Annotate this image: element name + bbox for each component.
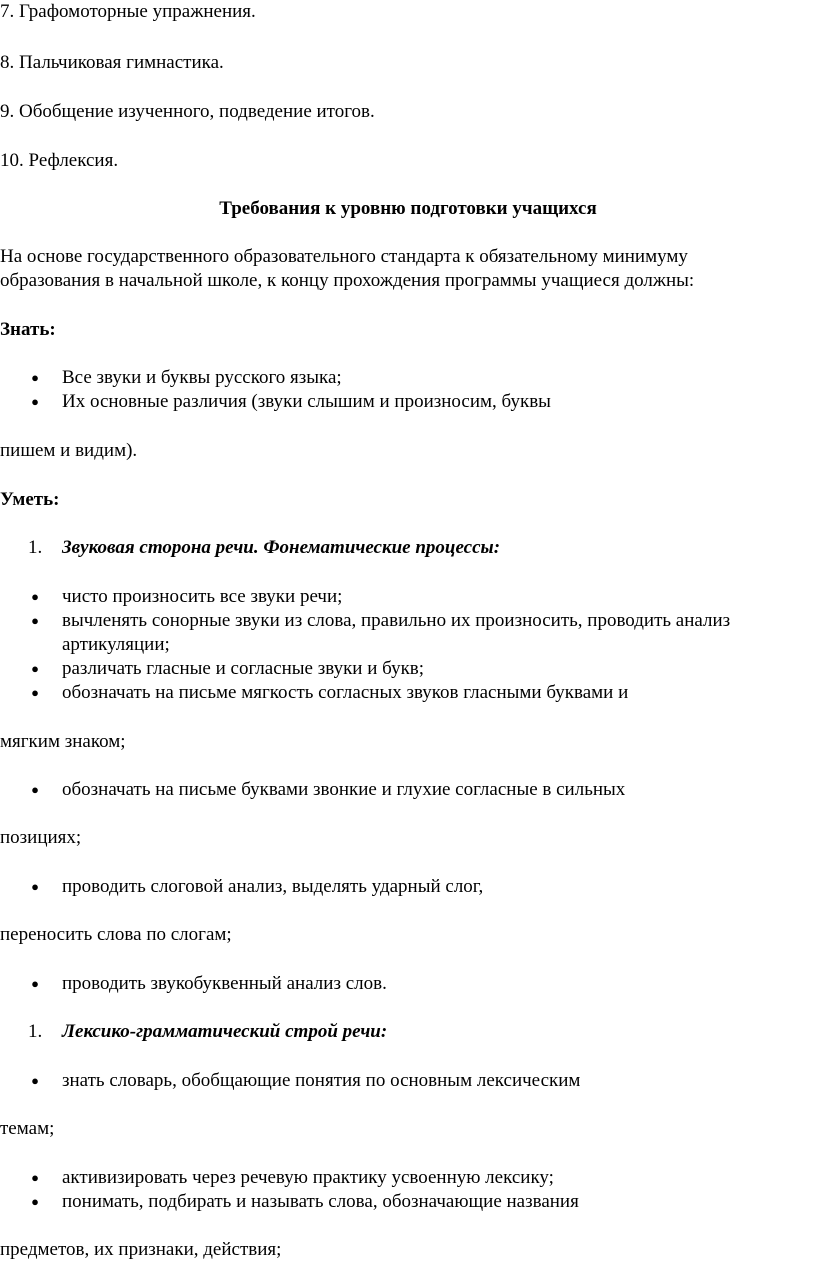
sec1-item-7: проводить звукобуквенный анализ слов. (62, 973, 387, 994)
sec1-item-5: обозначать на письме буквами звонкие и глухие согласные в сильных (62, 779, 626, 800)
section-1-title: Звуковая сторона речи. Фонематические процессы: (62, 537, 501, 558)
sec2-item-3-continuation: предметов, их признаки, действия; (0, 1239, 282, 1260)
section-heading: Требования к уровню подготовки учащихся (219, 198, 597, 219)
sec1-item-5-continuation: позициях; (0, 827, 82, 848)
intro-line-1: На основе государственного образовательного стандарта к обязательному минимуму (0, 246, 688, 267)
sec1-item-2-line-2: артикуляции; (62, 634, 170, 655)
sec1-item-2: вычленять сонорные звуки из слова, правильно их произносить, проводить анализ (62, 610, 731, 631)
bullet-icon: ● (31, 685, 39, 700)
bullet-icon: ● (31, 589, 39, 604)
know-item-2: Их основные различия (звуки слышим и произносим, буквы (62, 391, 551, 412)
bullet-icon: ● (31, 1194, 39, 1209)
step-8: 8. Пальчиковая гимнастика. (0, 52, 224, 73)
sec1-item-1: чисто произносить все звуки речи; (62, 586, 343, 607)
know-item-2-continuation: пишем и видим). (0, 440, 138, 461)
intro-line-2: образования в начальной школе, к концу прохождения программы учащиеся должны: (0, 270, 695, 291)
section-1-number: 1. (28, 537, 43, 558)
sec1-item-4-continuation: мягким знаком; (0, 731, 126, 752)
bullet-icon: ● (31, 613, 39, 628)
sec2-item-1-continuation: темам; (0, 1118, 55, 1139)
section-2-title: Лексико-грамматический строй речи: (62, 1021, 388, 1042)
step-9: 9. Обобщение изученного, подведение итогов. (0, 101, 375, 122)
bullet-icon: ● (31, 370, 39, 385)
step-7: 7. Графомоторные упражнения. (0, 1, 256, 22)
sec2-item-3: понимать, подбирать и называть слова, обозначающие названия (62, 1191, 579, 1212)
sec1-item-3: различать гласные и согласные звуки и букв; (62, 658, 425, 679)
bullet-icon: ● (31, 976, 39, 991)
step-10: 10. Рефлексия. (0, 150, 119, 171)
bullet-icon: ● (31, 1073, 39, 1088)
know-title: Знать: (0, 319, 56, 340)
know-item-1: Все звуки и буквы русского языка; (62, 367, 342, 388)
section-2-number: 1. (28, 1021, 43, 1042)
sec2-item-1: знать словарь, обобщающие понятия по основным лексическим (62, 1070, 581, 1091)
bullet-icon: ● (31, 879, 39, 894)
bullet-icon: ● (31, 782, 39, 797)
sec1-item-4: обозначать на письме мягкость согласных звуков гласными буквами и (62, 682, 629, 703)
sec2-item-2: активизировать через речевую практику усвоенную лексику; (62, 1167, 554, 1188)
able-title: Уметь: (0, 489, 60, 510)
sec1-item-6-continuation: переносить слова по слогам; (0, 924, 232, 945)
bullet-icon: ● (31, 661, 39, 676)
bullet-icon: ● (31, 394, 39, 409)
bullet-icon: ● (31, 1170, 39, 1185)
sec1-item-6: проводить слоговой анализ, выделять ударный слог, (62, 876, 484, 897)
